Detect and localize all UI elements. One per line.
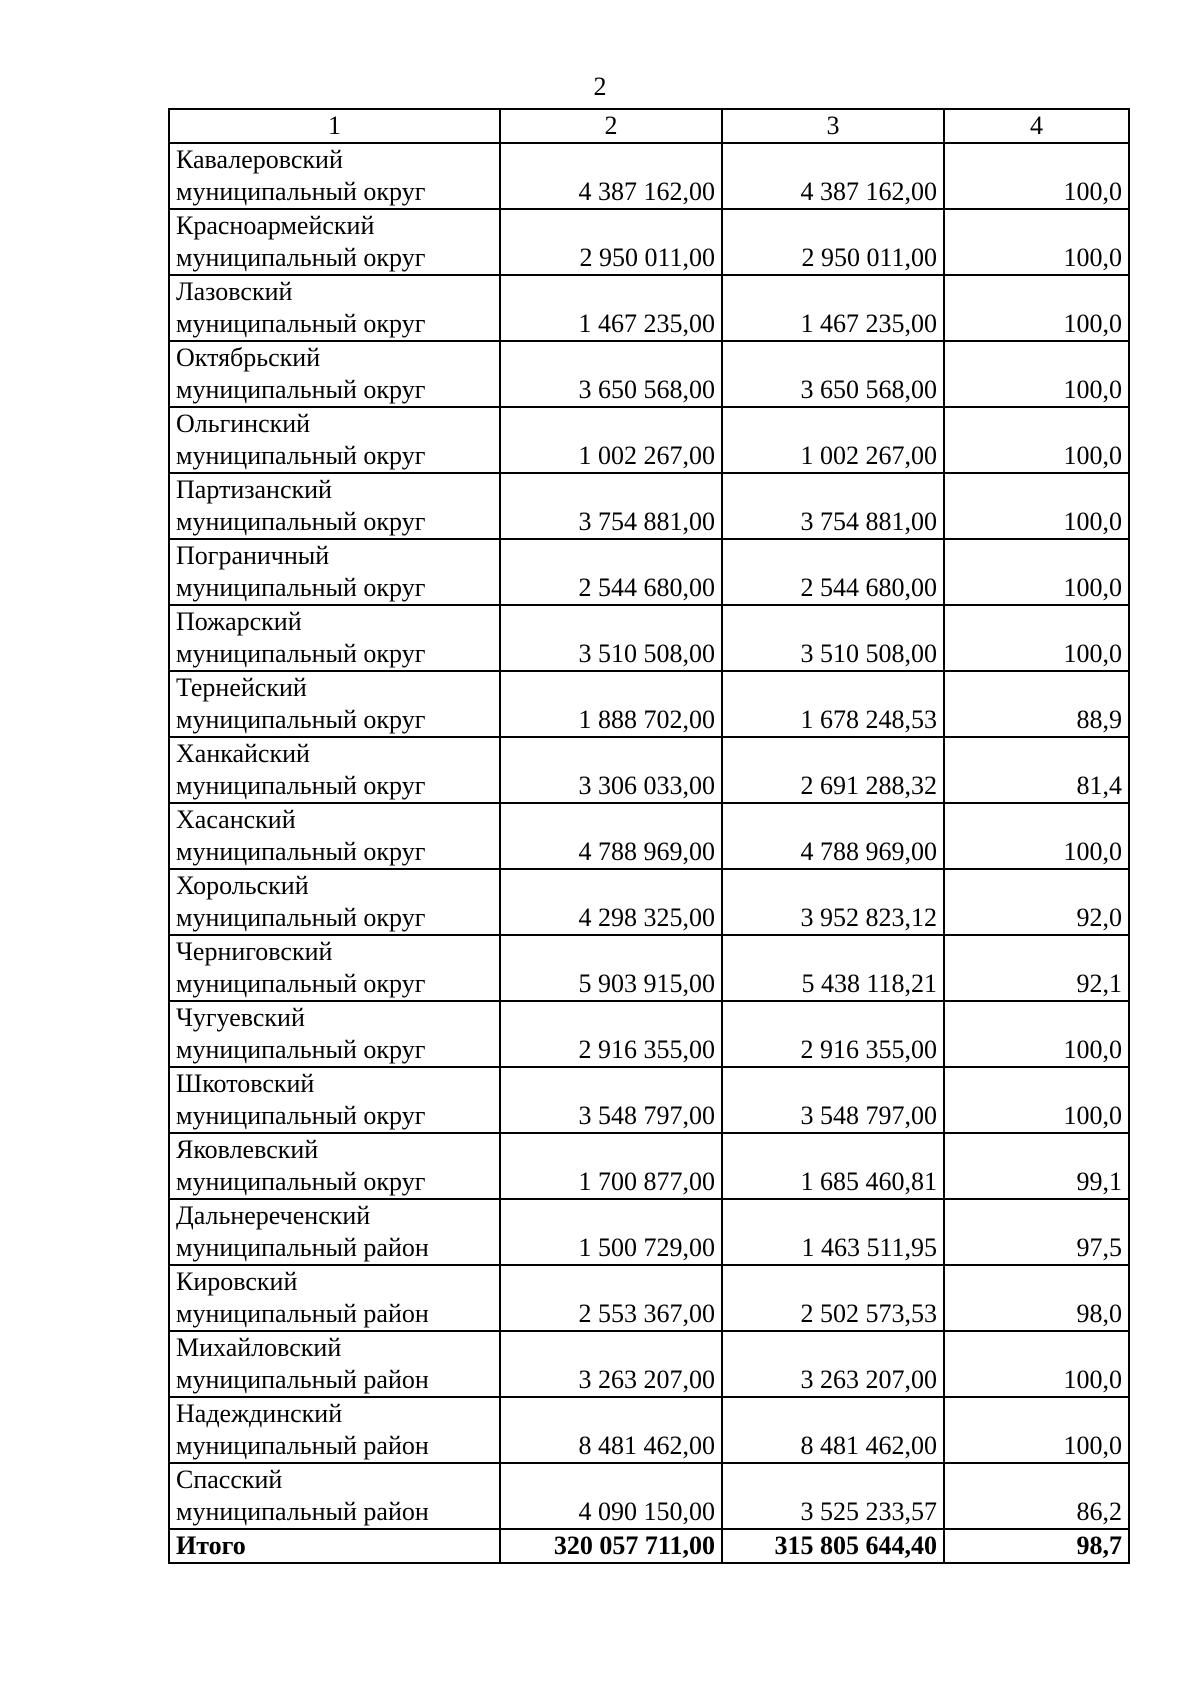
actual-value: 3 754 881,00 [722, 473, 944, 539]
planned-value: 2 916 355,00 [500, 1001, 722, 1067]
column-number-row [169, 109, 1129, 143]
municipality-type: муниципальный округ [176, 309, 426, 338]
percent-value: 97,5 [944, 1199, 1129, 1265]
actual-value: 2 502 573,53 [722, 1265, 944, 1331]
municipality-type: муниципальный район [176, 1233, 429, 1262]
municipality-type: муниципальный округ [176, 507, 426, 536]
planned-value: 3 548 797,00 [500, 1067, 722, 1133]
municipality-cell [169, 1331, 500, 1397]
planned-value: 2 553 367,00 [500, 1265, 722, 1331]
table-row [169, 869, 1129, 935]
table-row [169, 1199, 1129, 1265]
total-row [169, 1529, 1129, 1563]
percent-value: 99,1 [944, 1133, 1129, 1199]
municipality-cell [169, 1001, 500, 1067]
total-label: Итого [169, 1529, 500, 1563]
percent-value: 100,0 [944, 209, 1129, 275]
percent-value: 98,0 [944, 1265, 1129, 1331]
municipality-cell [169, 869, 500, 935]
actual-value: 2 691 288,32 [722, 737, 944, 803]
municipality-type: муниципальный округ [176, 441, 426, 470]
municipality-type: муниципальный округ [176, 771, 426, 800]
actual-value: 1 685 460,81 [722, 1133, 944, 1199]
municipality-name: Спасский [176, 1465, 283, 1494]
table-body [169, 143, 1129, 1529]
actual-value: 2 544 680,00 [722, 539, 944, 605]
actual-value: 2 950 011,00 [722, 209, 944, 275]
municipality-name: Кировский [176, 1267, 298, 1296]
actual-value: 3 263 207,00 [722, 1331, 944, 1397]
percent-value: 92,0 [944, 869, 1129, 935]
table-row [169, 803, 1129, 869]
municipality-cell [169, 407, 500, 473]
municipality-name: Лазовский [176, 277, 293, 306]
municipality-type: муниципальный район [176, 1497, 429, 1526]
total-planned: 320 057 711,00 [500, 1529, 722, 1563]
municipality-name: Кавалеровский [176, 145, 343, 174]
municipality-name: Надеждинский [176, 1399, 343, 1428]
table-row [169, 1133, 1129, 1199]
municipality-type: муниципальный район [176, 1431, 429, 1460]
municipality-name: Партизанский [176, 475, 332, 504]
percent-value: 100,0 [944, 1331, 1129, 1397]
municipality-type: муниципальный округ [176, 177, 426, 206]
planned-value: 5 903 915,00 [500, 935, 722, 1001]
planned-value: 4 387 162,00 [500, 143, 722, 209]
column-header: 2 [500, 109, 722, 143]
municipality-cell [169, 1397, 500, 1463]
municipality-type: муниципальный округ [176, 1101, 426, 1130]
municipality-type: муниципальный округ [176, 1167, 426, 1196]
municipality-cell [169, 341, 500, 407]
table-row [169, 1265, 1129, 1331]
municipality-name: Красноармейский [176, 211, 375, 240]
planned-value: 4 090 150,00 [500, 1463, 722, 1529]
column-header: 4 [944, 109, 1129, 143]
percent-value: 100,0 [944, 407, 1129, 473]
table-row [169, 539, 1129, 605]
percent-value: 100,0 [944, 275, 1129, 341]
percent-value: 100,0 [944, 1001, 1129, 1067]
municipality-type: муниципальный округ [176, 375, 426, 404]
municipality-name: Октябрьский [176, 343, 321, 372]
municipality-type: муниципальный округ [176, 705, 426, 734]
municipality-name: Михайловский [176, 1333, 342, 1362]
percent-value: 100,0 [944, 1067, 1129, 1133]
municipality-cell [169, 539, 500, 605]
municipality-type: муниципальный округ [176, 837, 426, 866]
table-row [169, 737, 1129, 803]
municipality-name: Хорольский [176, 871, 309, 900]
municipality-name: Ольгинский [176, 409, 311, 438]
total-actual: 315 805 644,40 [722, 1529, 944, 1563]
municipality-name: Дальнереченский [176, 1201, 371, 1230]
percent-value: 86,2 [944, 1463, 1129, 1529]
budget-table [168, 108, 1130, 1564]
municipality-cell [169, 935, 500, 1001]
municipality-type: муниципальный округ [176, 969, 426, 998]
municipality-type: муниципальный округ [176, 1035, 426, 1064]
actual-value: 4 788 969,00 [722, 803, 944, 869]
actual-value: 1 467 235,00 [722, 275, 944, 341]
column-header: 3 [722, 109, 944, 143]
municipality-cell [169, 1133, 500, 1199]
actual-value: 3 510 508,00 [722, 605, 944, 671]
planned-value: 1 500 729,00 [500, 1199, 722, 1265]
actual-value: 3 650 568,00 [722, 341, 944, 407]
planned-value: 1 467 235,00 [500, 275, 722, 341]
municipality-name: Яковлевский [176, 1135, 319, 1164]
page-number: 2 [593, 72, 607, 101]
municipality-type: муниципальный округ [176, 243, 426, 272]
percent-value: 100,0 [944, 473, 1129, 539]
table-row [169, 671, 1129, 737]
municipality-cell [169, 143, 500, 209]
total-percent: 98,7 [944, 1529, 1129, 1563]
municipality-name: Чугуевский [176, 1003, 305, 1032]
municipality-type: муниципальный округ [176, 639, 426, 668]
percent-value: 100,0 [944, 143, 1129, 209]
percent-value: 100,0 [944, 341, 1129, 407]
municipality-name: Пожарский [176, 607, 302, 636]
municipality-type: муниципальный район [176, 1299, 429, 1328]
municipality-cell [169, 275, 500, 341]
actual-value: 3 525 233,57 [722, 1463, 944, 1529]
planned-value: 4 788 969,00 [500, 803, 722, 869]
table-row [169, 1463, 1129, 1529]
actual-value: 8 481 462,00 [722, 1397, 944, 1463]
municipality-cell [169, 1199, 500, 1265]
actual-value: 1 463 511,95 [722, 1199, 944, 1265]
table-row [169, 143, 1129, 209]
table-row [169, 407, 1129, 473]
planned-value: 1 002 267,00 [500, 407, 722, 473]
municipality-name: Черниговский [176, 937, 333, 966]
municipality-name: Хасанский [176, 805, 296, 834]
planned-value: 3 263 207,00 [500, 1331, 722, 1397]
planned-value: 2 544 680,00 [500, 539, 722, 605]
planned-value: 4 298 325,00 [500, 869, 722, 935]
table-row [169, 1067, 1129, 1133]
actual-value: 3 952 823,12 [722, 869, 944, 935]
municipality-cell [169, 473, 500, 539]
municipality-cell [169, 605, 500, 671]
municipality-name: Ханкайский [176, 739, 310, 768]
municipality-type: муниципальный район [176, 1365, 429, 1394]
municipality-cell [169, 671, 500, 737]
table-row [169, 275, 1129, 341]
column-header: 1 [169, 109, 500, 143]
percent-value: 100,0 [944, 803, 1129, 869]
actual-value: 1 002 267,00 [722, 407, 944, 473]
municipality-cell [169, 803, 500, 869]
planned-value: 1 888 702,00 [500, 671, 722, 737]
municipality-cell [169, 1265, 500, 1331]
planned-value: 8 481 462,00 [500, 1397, 722, 1463]
planned-value: 3 650 568,00 [500, 341, 722, 407]
actual-value: 4 387 162,00 [722, 143, 944, 209]
municipality-name: Шкотовский [176, 1069, 315, 1098]
table-row [169, 209, 1129, 275]
percent-value: 81,4 [944, 737, 1129, 803]
percent-value: 100,0 [944, 1397, 1129, 1463]
municipality-cell [169, 737, 500, 803]
planned-value: 2 950 011,00 [500, 209, 722, 275]
table-row [169, 1001, 1129, 1067]
table-row [169, 935, 1129, 1001]
actual-value: 5 438 118,21 [722, 935, 944, 1001]
municipality-cell [169, 1463, 500, 1529]
municipality-cell [169, 209, 500, 275]
percent-value: 88,9 [944, 671, 1129, 737]
table-row [169, 473, 1129, 539]
percent-value: 100,0 [944, 539, 1129, 605]
municipality-cell [169, 1067, 500, 1133]
planned-value: 3 306 033,00 [500, 737, 722, 803]
table-row [169, 341, 1129, 407]
municipality-name: Пограничный [176, 541, 330, 570]
actual-value: 2 916 355,00 [722, 1001, 944, 1067]
table-row [169, 605, 1129, 671]
percent-value: 92,1 [944, 935, 1129, 1001]
table-row [169, 1331, 1129, 1397]
actual-value: 3 548 797,00 [722, 1067, 944, 1133]
actual-value: 1 678 248,53 [722, 671, 944, 737]
planned-value: 1 700 877,00 [500, 1133, 722, 1199]
municipality-type: муниципальный округ [176, 903, 426, 932]
planned-value: 3 510 508,00 [500, 605, 722, 671]
planned-value: 3 754 881,00 [500, 473, 722, 539]
municipality-type: муниципальный округ [176, 573, 426, 602]
percent-value: 100,0 [944, 605, 1129, 671]
table-row [169, 1397, 1129, 1463]
municipality-name: Тернейский [176, 673, 307, 702]
